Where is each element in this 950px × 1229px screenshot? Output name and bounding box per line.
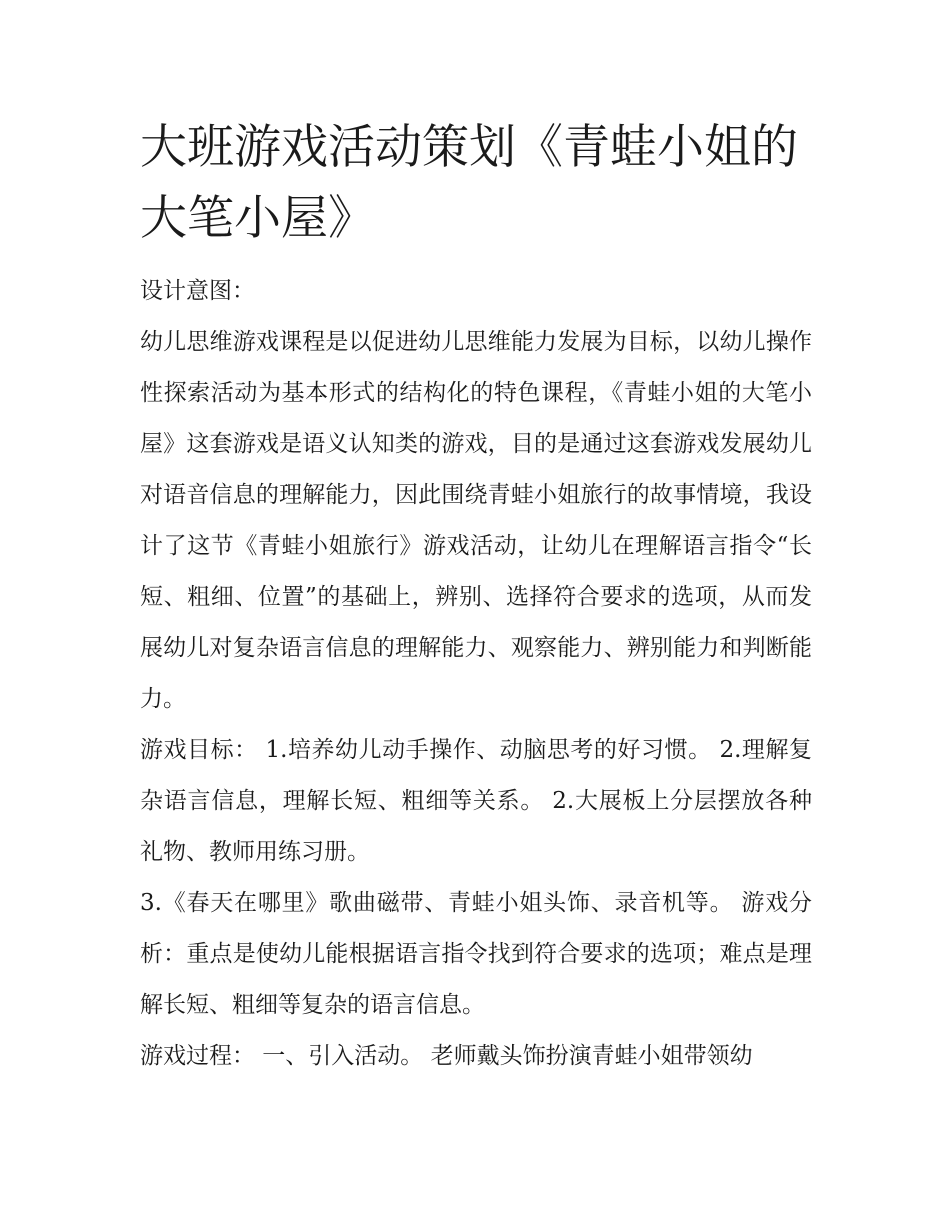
document-title: 大班游戏活动策划《青蛙小姐的大笔小屋》 [140, 120, 798, 246]
paragraph-design-intent: 幼儿思维游戏课程是以促进幼儿思维能力发展为目标，以幼儿操作性探索活动为基本形式的结构化的特色课程，《青蛙小姐的大笔小屋》这套游戏是语义认知类的游戏，目的是通过这套游戏发展幼儿对语音信息的理解能力，因此围绕青蛙小姐旅行的故事情境，我设计了这节《青蛙小姐旅行》游戏活动，让幼儿在理解语言指令“长短、粗细、位置”的基础上，辨别、选择符合要求的选项，从而发展幼儿对复杂语言信息的理解能力、观察能力、辨别能力和判断能力。 [140, 329, 812, 712]
document-page [140, 112, 812, 1082]
paragraph-game-process: 游戏过程： 一、引入活动。 老师戴头饰扮演青蛙小姐带领幼 [140, 1043, 753, 1069]
paragraph-materials-analysis: 3.《春天在哪里》歌曲磁带、青蛙小姐头饰、录音机等。 游戏分析：重点是使幼儿能根据语言指令找到符合要求的选项；难点是理解长短、粗细等复杂的语言信息。 [140, 890, 812, 1018]
paragraph-game-goals: 游戏目标： 1.培养幼儿动手操作、动脑思考的好习惯。 2.理解复杂语言信息，理解长短、粗细等关系。 2.大展板上分层摆放各种礼物、教师用练习册。 [140, 737, 812, 865]
section-heading-design-intent: 设计意图： [140, 278, 255, 304]
